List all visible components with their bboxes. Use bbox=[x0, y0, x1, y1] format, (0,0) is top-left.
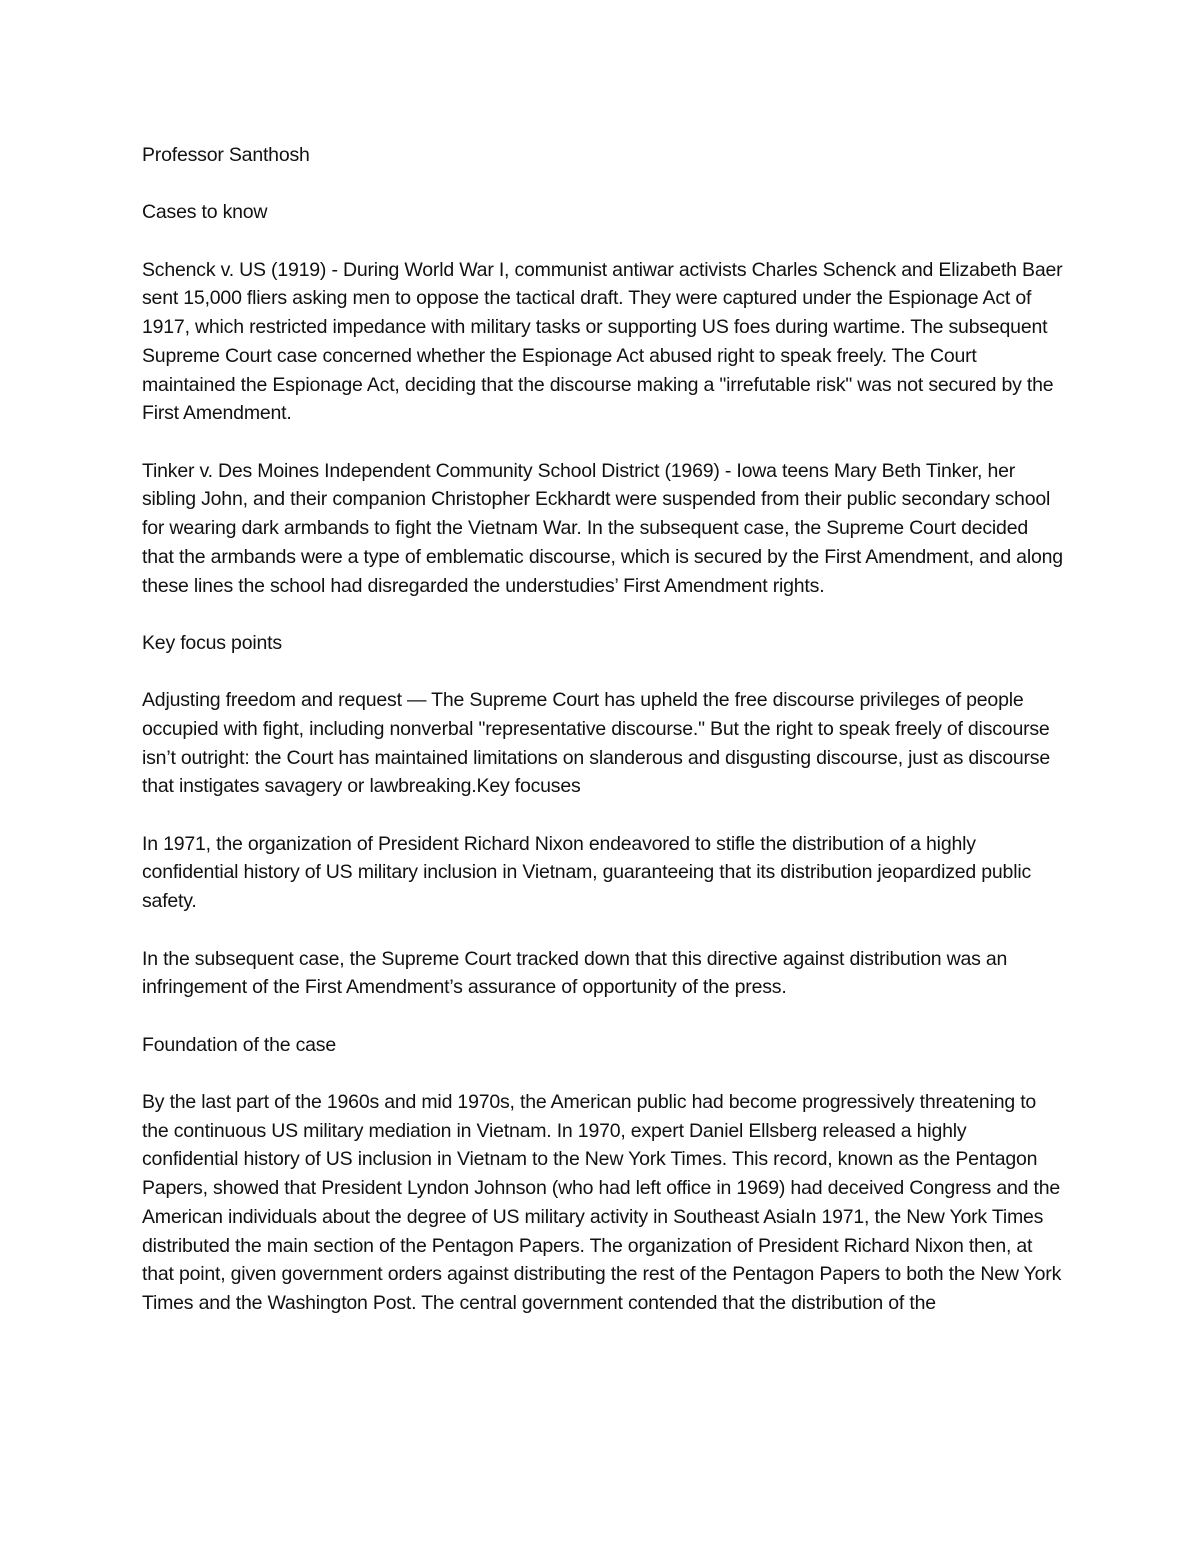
paragraph-foundation: By the last part of the 1960s and mid 1970s, the American public had become progressively threatening to the continuous US military mediation in Vietnam. In 1970, expert Daniel Ellsberg released a highly confidential history of US inclusion in Vietnam to the New York Times. This record, known as the Pentagon Papers, showed that President Lyndon Johnson (who had left office in 1969) had deceived Congress and the American individuals about the degree of US military activity in Southeast AsiaIn 1971, the New York Times distributed the main section of the Pentagon Papers. The organization of President Richard Nixon then, at that point, given government orders against distributing the rest of the Pentagon Papers to both the New York Times and the Washington Post. The central government contended that the distribution of the bbox=[142, 1091, 1062, 1314]
section-heading-foundation: Foundation of the case bbox=[142, 1033, 336, 1056]
paragraph-nixon-1971: In 1971, the organization of President Richard Nixon endeavored to stifle the distribution of a highly confidential history of US military inclusion in Vietnam, guaranteeing that its distribution jeopardized public safety. bbox=[142, 832, 1032, 913]
document-body bbox=[142, 141, 1064, 1346]
section-heading-key-points: Key focus points bbox=[142, 631, 282, 654]
section-heading-cases: Cases to know bbox=[142, 201, 268, 224]
paragraph-subsequent-case: In the subsequent case, the Supreme Court tracked down that this directive against distribution was an infringement of the First Amendment’s assurance of opportunity of the press. bbox=[142, 947, 1008, 999]
author-line: Professor Santhosh bbox=[142, 144, 310, 166]
paragraph-schenck: Schenck v. US (1919) - During World War I, communist antiwar activists Charles Schenck and Elizabeth Baer sent 15,000 fliers asking men to oppose the tactical draft. They were captured under the Espionage Act of 1917, which restricted impedance with military tasks or supporting US foes during wartime. The subsequent Supreme Court case concerned whether the Espionage Act abused right to speak freely. The Court maintained the Espionage Act, deciding that the discourse making a "irrefutable risk" was not secured by the First Amendment. bbox=[142, 258, 1063, 425]
paragraph-tinker: Tinker v. Des Moines Independent Community School District (1969) - Iowa teens Mary Beth Tinker, her sibling John, and their companion Christopher Eckhardt were suspended from their public secondary school for wearing dark armbands to fight the Vietnam War. In the subsequent case, the Supreme Court decided that the armbands were a type of emblematic discourse, which is secured by the First Amendment, and along these lines the school had disregarded the understudies’ First Amendment rights. bbox=[142, 459, 1063, 597]
paragraph-adjusting-freedom: Adjusting freedom and request — The Supreme Court has upheld the free discourse privileges of people occupied with fight, including nonverbal "representative discourse." But the right to speak freely of discourse isn’t outright: the Court has maintained limitations on slanderous and disgusting discourse, just as discourse that instigates savagery or lawbreaking.Key focuses bbox=[142, 689, 1051, 798]
